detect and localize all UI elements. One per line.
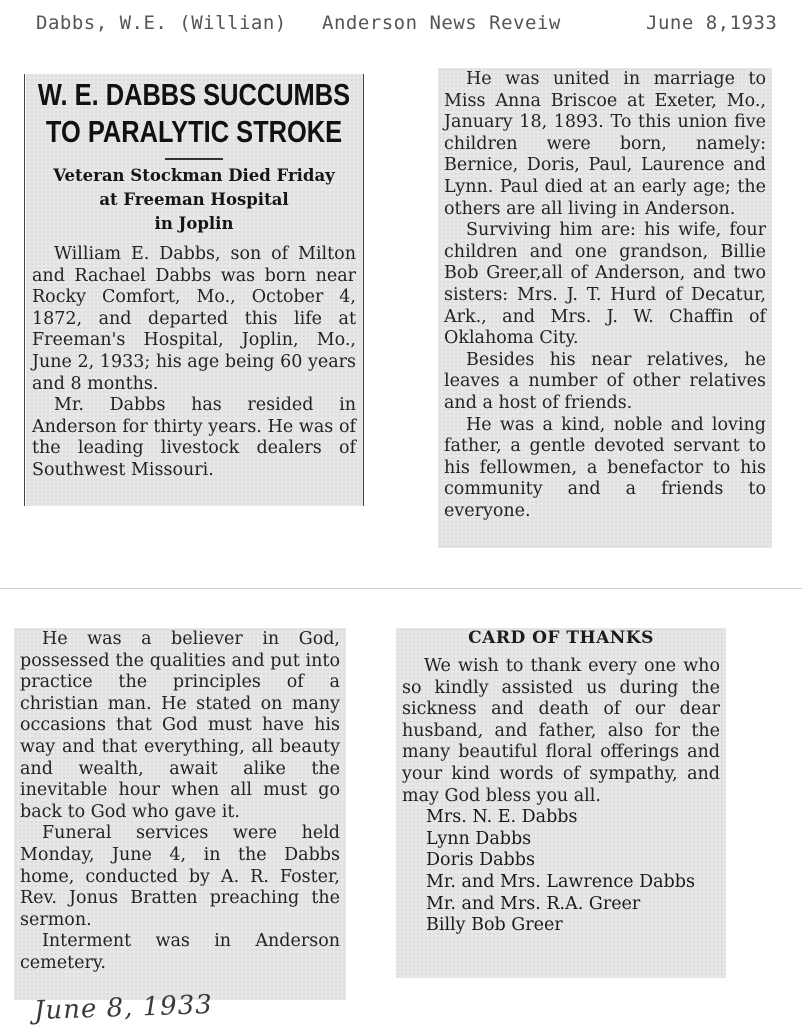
column-rule — [24, 74, 25, 506]
headline-line-2: TO PARALYTIC STROKE — [45, 114, 343, 149]
subheadline-line-2: at Freeman Hospital — [99, 190, 289, 209]
subheadline-line-1: Veteran Stockman Died Friday — [53, 166, 335, 185]
card-of-thanks-title: CARD OF THANKS — [468, 628, 654, 648]
obituary-paragraph: Surviving him are: his wife, four children and one grandson, Billie Bob Greer,all of Anderson, and two sisters: Mrs. J. T. Hurd of Decatur, Ark., and Mrs. J. W. Chaffin of Oklahoma City. — [444, 220, 766, 349]
obituary-paragraph: He was a kind, noble and loving father, a gentle devoted servant to his fellowmen, a benefactor to his community and a friends to everyone. — [444, 414, 766, 521]
signature-line: Mr. and Mrs. R.A. Greer — [426, 893, 641, 914]
signature-line: Lynn Dabbs — [426, 828, 532, 849]
obituary-paragraph: Mr. Dabbs has resided in Anderson for thirty years. He was of the leading livestock dealers of Southwest Missouri. — [32, 395, 356, 480]
header-newspaper-name: Anderson News Reveiw — [322, 12, 561, 34]
obituary-paragraph: He was united in marriage to Miss Anna Briscoe at Exeter, Mo., January 18, 1893. To this union five children were born, namely: Bernice, Doris, Paul, Laurence and Lynn. Paul died at an early age; the others are all living in Anderson. — [444, 69, 766, 219]
signature-line: Doris Dabbs — [426, 850, 535, 871]
signature-line: Mr. and Mrs. Lawrence Dabbs — [426, 871, 695, 892]
obituary-paragraph: He was a believer in God, possessed the qualities and put into practice the principles of a christian man. He stated on many occasions that God must have his way and that everything, all beauty and wealth, await alike the inevitable hour when all must go back to God who gave it. — [20, 629, 340, 822]
subheadline-line-3: in Joplin — [154, 214, 234, 233]
obituary-paragraph: Funeral services were held Monday, June 4, in the Dabbs home, conducted by A. R. Foster, Rev. Jonus Bratten preaching the sermon. — [20, 823, 340, 930]
obituary-paragraph: Interment was in Anderson cemetery. — [20, 931, 340, 973]
headline-line-1: W. E. DABBS SUCCUMBS — [37, 77, 351, 112]
obituary-clipping-left — [26, 74, 364, 506]
obituary-paragraph: Besides his near relatives, he leaves a number of other relatives and a host of friends. — [444, 349, 766, 413]
obituary-paragraph: William E. Dabbs, son of Milton and Rachael Dabbs was born near Rocky Comfort, Mo., October 4, 1872, and departed this life at Freeman's Hospital, Joplin, Mo., June 2, 1933; his age being 60 years and 8 months. — [32, 244, 356, 394]
card-of-thanks-body: We wish to thank every one who so kindly assisted us during the sickness and death of our dear husband, and father, also for the many beautiful floral offerings and your kind words of sympathy, and may God bless you all. — [402, 656, 720, 806]
header-subject-name: Dabbs, W.E. (Willian) — [36, 12, 287, 34]
obituary-clipping-right — [438, 68, 772, 548]
headline-divider — [165, 158, 223, 160]
signature-line: Mrs. N. E. Dabbs — [426, 807, 578, 828]
scan-divider — [0, 588, 802, 589]
obituary-clipping-bottom-left — [14, 628, 346, 1000]
column-rule — [363, 74, 364, 506]
signature-line: Billy Bob Greer — [426, 915, 563, 936]
header-date: June 8,1933 — [646, 12, 778, 34]
card-of-thanks-clipping — [396, 628, 726, 978]
handwritten-date: June 8, 1933 — [33, 989, 214, 1026]
